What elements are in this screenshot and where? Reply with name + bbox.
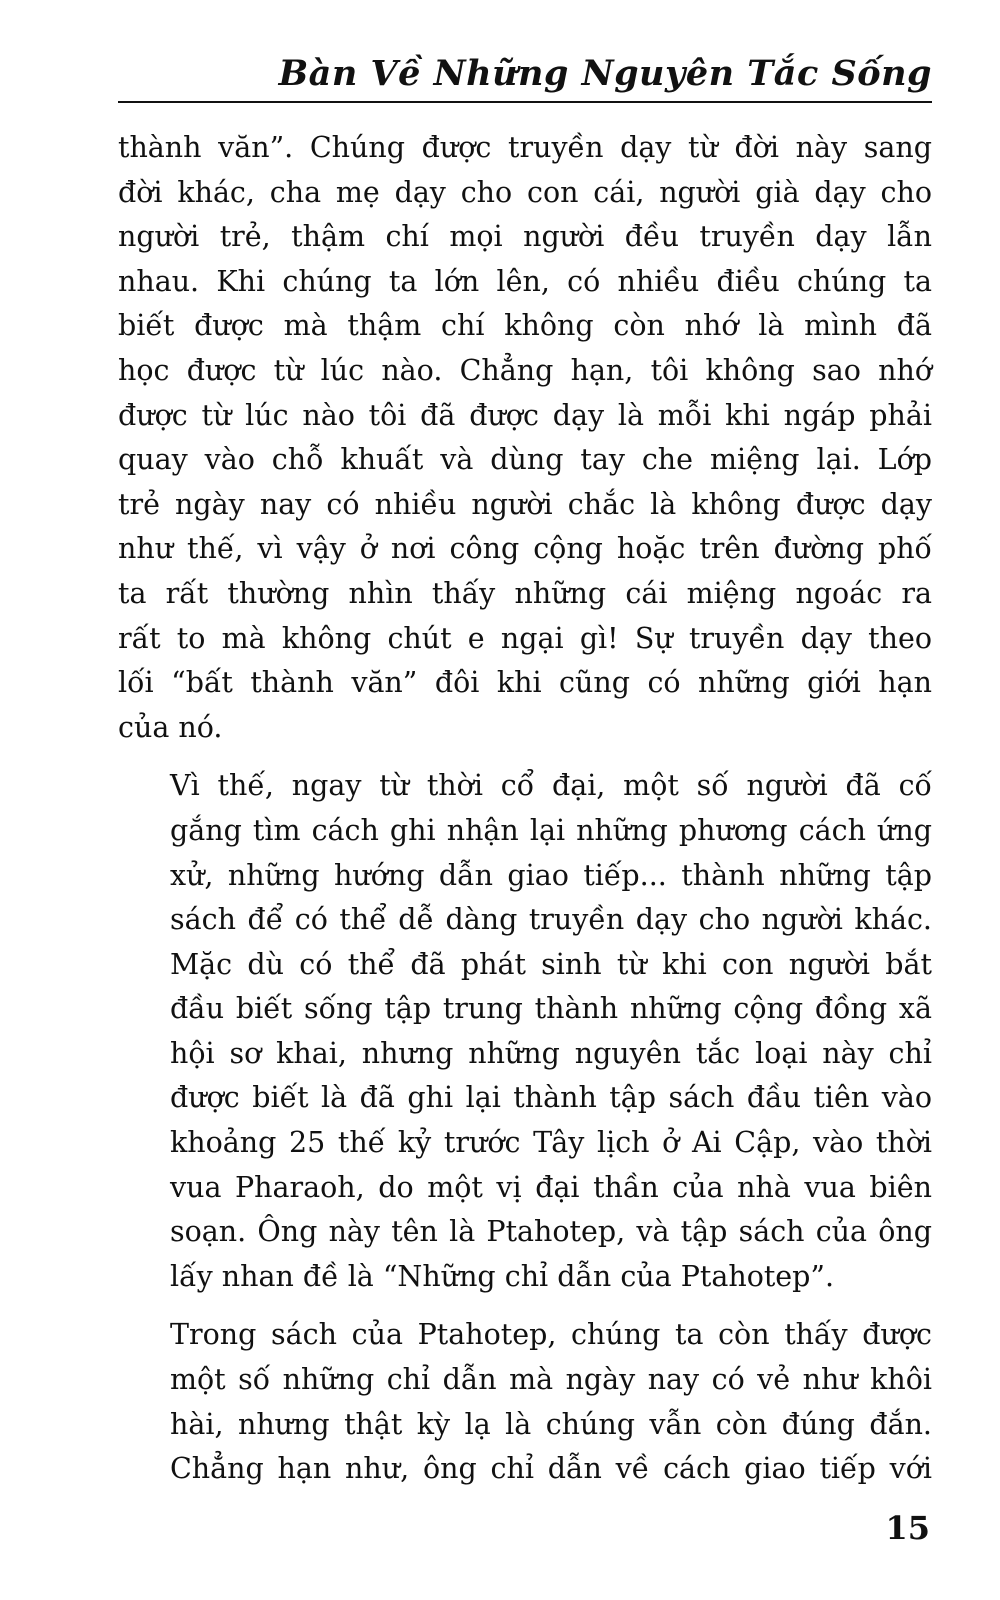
text-line: một số những chỉ dẫn mà ngày nay có vẻ như khôi — [170, 1363, 932, 1397]
text-line: quay vào chỗ khuất và dùng tay che miệng lại. Lớp — [118, 443, 932, 477]
text-line: vua Pharaoh, do một vị đại thần của nhà vua biên — [170, 1170, 932, 1204]
text-line: lối “bất thành văn” đôi khi cũng có những giới hạn — [118, 666, 932, 700]
text-line: được từ lúc nào tôi đã được dạy là mỗi khi ngáp phải — [118, 398, 932, 432]
text-line: học được từ lúc nào. Chẳng hạn, tôi không sao nhớ — [118, 353, 932, 387]
text-line: trẻ ngày nay có nhiều người chắc là không được dạy — [118, 487, 932, 521]
text-line: xử, những hướng dẫn giao tiếp... thành những tập — [170, 858, 932, 892]
page-number: 15 — [885, 1509, 930, 1547]
text-line: biết được mà thậm chí không còn nhớ là mình đã — [118, 309, 932, 343]
text-line: lấy nhan đề là “Những chỉ dẫn của Ptahotep”. — [170, 1259, 835, 1293]
running-header-title: Bàn Về Những Nguyên Tắc Sống — [278, 53, 932, 94]
text-line: đời khác, cha mẹ dạy cho con cái, người già dạy cho — [118, 175, 932, 209]
text-line: thành văn”. Chúng được truyền dạy từ đời này sang — [118, 131, 932, 164]
text-line: người trẻ, thậm chí mọi người đều truyền dạy lẫn — [118, 220, 932, 254]
text-line: ta rất thường nhìn thấy những cái miệng ngoác ra — [118, 576, 932, 610]
paragraph-1 — [118, 126, 932, 750]
text-line: hài, nhưng thật kỳ lạ là chúng vẫn còn đúng đắn. — [170, 1407, 932, 1441]
text-line: của nó. — [118, 710, 223, 744]
text-line: Chẳng hạn như, ông chỉ dẫn về cách giao tiếp với — [170, 1452, 932, 1486]
text-line: như thế, vì vậy ở nơi công cộng hoặc trên đường phố — [118, 532, 932, 566]
text-line: sách để có thể dễ dàng truyền dạy cho người khác. — [170, 903, 932, 937]
paragraph-2 — [118, 764, 932, 1299]
text-line: Trong sách của Ptahotep, chúng ta còn thấy được — [170, 1318, 932, 1352]
paragraph-3 — [118, 1313, 932, 1491]
text-line: nhau. Khi chúng ta lớn lên, có nhiều điều chúng ta — [118, 264, 932, 298]
text-line: Vì thế, ngay từ thời cổ đại, một số người đã cố — [170, 769, 932, 803]
text-line: rất to mà không chút e ngại gì! Sự truyền dạy theo — [118, 621, 932, 655]
header-divider — [118, 101, 932, 103]
text-line: đầu biết sống tập trung thành những cộng đồng xã — [170, 992, 932, 1026]
text-line: khoảng 25 thế kỷ trước Tây lịch ở Ai Cập, vào thời — [170, 1126, 932, 1160]
text-line: gắng tìm cách ghi nhận lại những phương cách ứng — [170, 813, 932, 847]
text-line: Mặc dù có thể đã phát sinh từ khi con người bắt — [170, 947, 932, 981]
text-line: soạn. Ông này tên là Ptahotep, và tập sách của ông — [170, 1215, 932, 1249]
text-line: hội sơ khai, nhưng những nguyên tắc loại này chỉ — [170, 1036, 932, 1070]
body-text — [118, 126, 932, 1492]
text-line: được biết là đã ghi lại thành tập sách đầu tiên vào — [170, 1081, 932, 1115]
